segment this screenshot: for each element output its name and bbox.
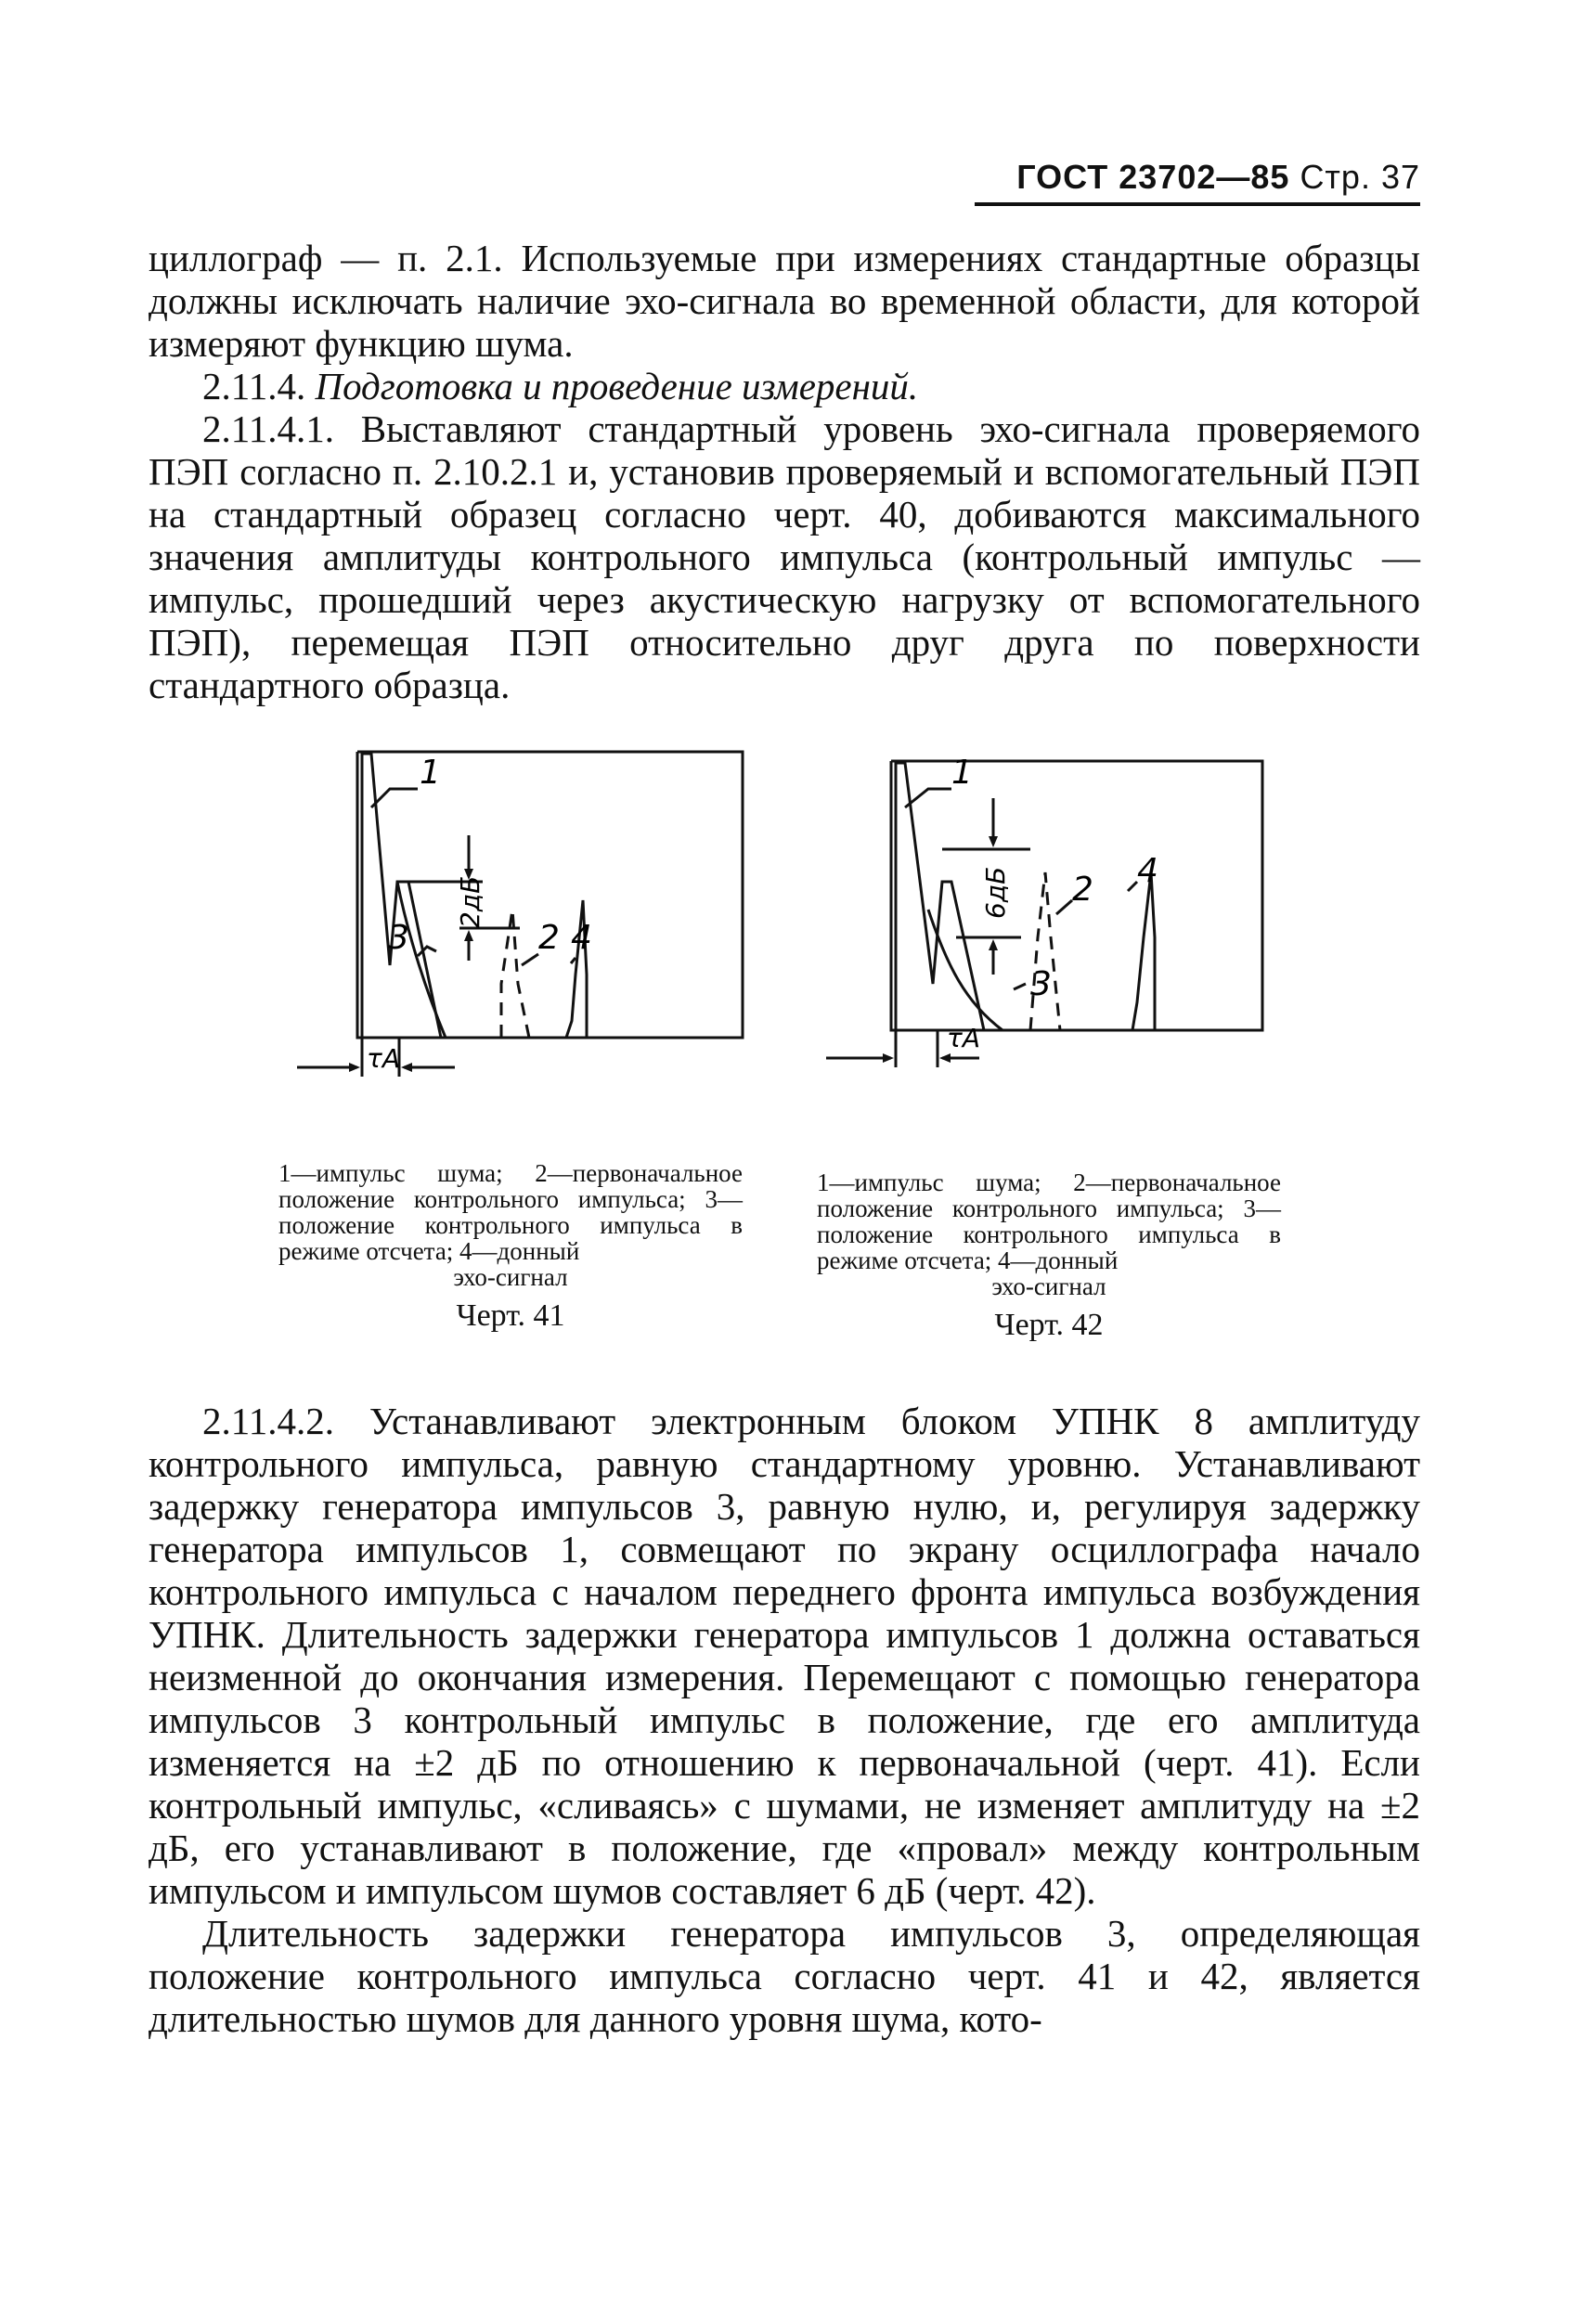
section-heading [149,365,1420,407]
fig41-caption-tail: эхо-сигнал [453,1263,568,1291]
fig42-label-tau: τA [947,1023,981,1053]
fig42-label-4: 4 [1137,852,1158,890]
fig41-label-tau: τA [367,1043,401,1074]
fig42-label-3: 3 [1030,965,1052,1003]
figure-41-caption [278,1159,743,1333]
paragraph-continuation-bottom: Длительность задержки генератора импульсов 3, определяющая положение контрольного импульса согласно черт. 41 и 42, является длительностью шумов для данного уровня шума, кото- [149,1912,1420,2040]
fig42-label-1: 1 [951,754,973,792]
fig41-number: Черт. 41 [456,1298,565,1333]
paragraph-continuation: циллограф — п. 2.1. Используемые при измерениях стандартные образцы должны исключать наличие эхо-сигнала во временной области, для которой измеряют функцию шума. [149,237,1420,365]
fig42-number: Черт. 42 [994,1308,1104,1342]
fig41-label-db: 2дБ [455,875,485,928]
page-number: Стр. 37 [1300,158,1420,196]
fig41-label-2: 2 [538,919,560,957]
text-block-top [149,237,1420,706]
paragraph-2-11-4-1: 2.11.4.1. Выставляют стандартный уровень эхо-сигнала проверяемого ПЭП согласно п. 2.10.2.1 и, установив проверяемый и вспомогательный ПЭП на стандартный образец согласно черт. 40, добиваются максимального значения амплитуды контрольного импульса (контрольный импульс — импульс, прошедший через акустическую нагрузку от вспомогательного ПЭП), перемещая ПЭП относительно друг друга по поверхности стандартного образца. [149,407,1420,706]
text-block-bottom [149,1400,1420,2040]
section-title: Подготовка и проведение измерений. [315,365,919,407]
fig42-caption-text: 1—импульс шума; 2—первоначальное положение контрольного импульса; 3—положение контрольного импульса в режиме отсчета; 4—донный [817,1168,1281,1274]
section-number: 2.11.4. [202,365,306,407]
figure-42-diagram [817,752,1300,1123]
fig42-back-echo-4 [1132,872,1155,1030]
fig42-label-2: 2 [1072,871,1093,909]
fig41-control-pulse-3 [397,882,446,1038]
fig41-label-3: 3 [388,919,409,957]
figure-41-diagram [269,742,752,1142]
paragraph-2-11-4-2: 2.11.4.2. Устанавливают электронным блоком УПНК 8 амплитуду контрольного импульса, равную стандартному уровню. Устанавливают задержку генератора импульсов 3, равную нулю, и, регулируя задержку генератора импульсов 1, совмещают по экрану осциллографа начало контрольного импульса с началом переднего фронта импульса возбуждения УПНК. Длительность задержки генератора импульсов 1 должна оставаться неизменной до окончания измерения. Перемещают с помощью генератора импульсов 3 контрольный импульс в положение, где его амплитуда изменяется на ±2 дБ по отношению к первоначальной (черт. 41). Если контрольный импульс, «сливаясь» с шумами, не изменяет амплитуду на ±2 дБ, его устанавливают в положение, где «провал» между контрольным импульсом и импульсом шумов составляет 6 дБ (черт. 42). [149,1400,1420,1912]
fig42-label-db: 6дБ [980,866,1011,919]
page-header [975,158,1420,206]
fig41-caption-text: 1—импульс шума; 2—первоначальное положение контрольного импульса; 3—положение контрольного импульса в режиме отсчета; 4—донный [278,1159,743,1265]
document-code: ГОСТ 23702—85 [1016,158,1290,196]
fig41-label-1: 1 [420,754,441,792]
fig42-control-pulse-2 [1030,872,1060,1030]
fig41-label-4: 4 [571,919,592,957]
figure-42-caption [817,1168,1281,1342]
fig42-caption-tail: эхо-сигнал [991,1272,1106,1300]
fig41-screen-frame [357,752,743,1038]
